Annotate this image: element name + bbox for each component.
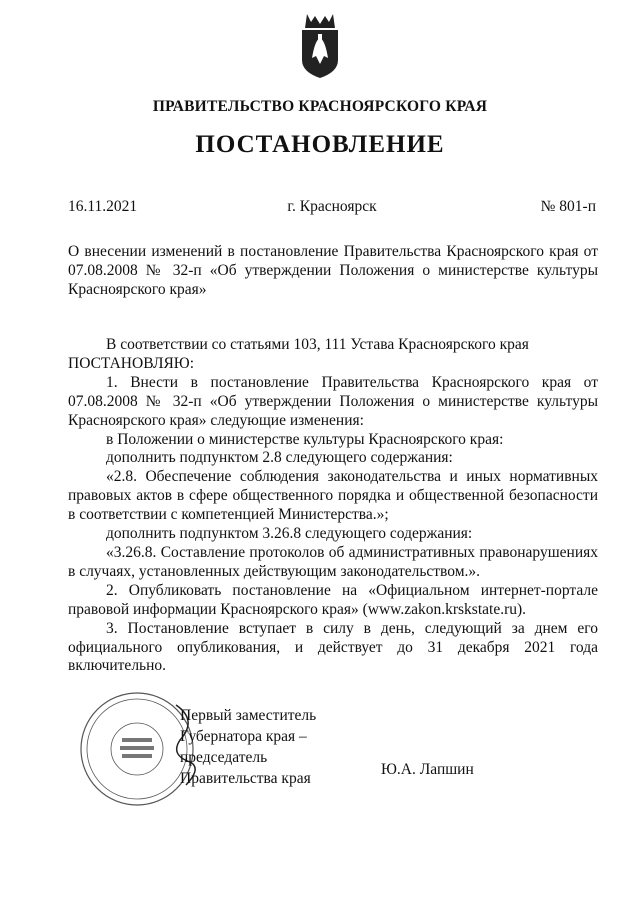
- signature-line-4: Правительства края: [180, 770, 311, 787]
- organization-name: ПРАВИТЕЛЬСТВО КРАСНОЯРСКОГО КРАЯ: [152, 98, 488, 115]
- paragraph-regulation: в Положении о министерстве культуры Красноярского края:: [106, 430, 504, 448]
- paragraph-item-1: 1. Внести в постановление Правительства Красноярского края от 07.08.2008 № 32-п «Об утверждении Положения о министерстве культуры Красноярского края» следующие изменения:: [68, 373, 598, 429]
- paragraph-basis: В соответствии со статьями 103, 111 Устава Красноярского края: [106, 336, 529, 353]
- document-number: № 801-п: [540, 198, 596, 215]
- signature-line-1: Первый заместитель: [180, 707, 317, 724]
- paragraph-item-3: 3. Постановление вступает в силу в день, следующий за днем его официального опубликования, и действует до 31 декабря 2021 года включительно.: [68, 619, 598, 675]
- document-body: [68, 336, 598, 676]
- paragraph-text-3-26-8: «3.26.8. Составление протоколов об административных правонарушениях в случаях, установленных действующим законодательством.».: [68, 543, 598, 580]
- signer-name: Ю.А. Лапшин: [381, 761, 474, 778]
- paragraph-add-3-26-8: дополнить подпунктом 3.26.8 следующего содержания:: [106, 525, 473, 543]
- coat-of-arms-icon: [297, 8, 343, 80]
- paragraph-add-2-8: дополнить подпунктом 2.8 следующего содержания:: [106, 449, 453, 467]
- paragraph-resolve: ПОСТАНОВЛЯЮ:: [68, 354, 195, 372]
- signature-position: [180, 705, 316, 789]
- document-subject: О внесении изменений в постановление Правительства Красноярского края от 07.08.2008 № 32-п «Об утверждении Положения о министерстве культуры Красноярского края»: [68, 243, 598, 298]
- document-city: г. Красноярск: [287, 198, 377, 215]
- paragraph-item-2: 2. Опубликовать постановление на «Официальном интернет-портале правовой информации Красноярского края» (www.zakon.krskstate.ru).: [68, 581, 598, 618]
- document-date: 16.11.2021: [68, 198, 138, 215]
- signature-line-3: председатель: [180, 749, 268, 766]
- document-title: ПОСТАНОВЛЕНИЕ: [195, 131, 445, 158]
- paragraph-text-2-8: «2.8. Обеспечение соблюдения законодательства и иных нормативных правовых актов в сфере общественного порядка и общественной безопасности в соответствии с компетенцией Министерства.»;: [68, 468, 598, 524]
- signature-line-2: Губернатора края –: [180, 728, 307, 745]
